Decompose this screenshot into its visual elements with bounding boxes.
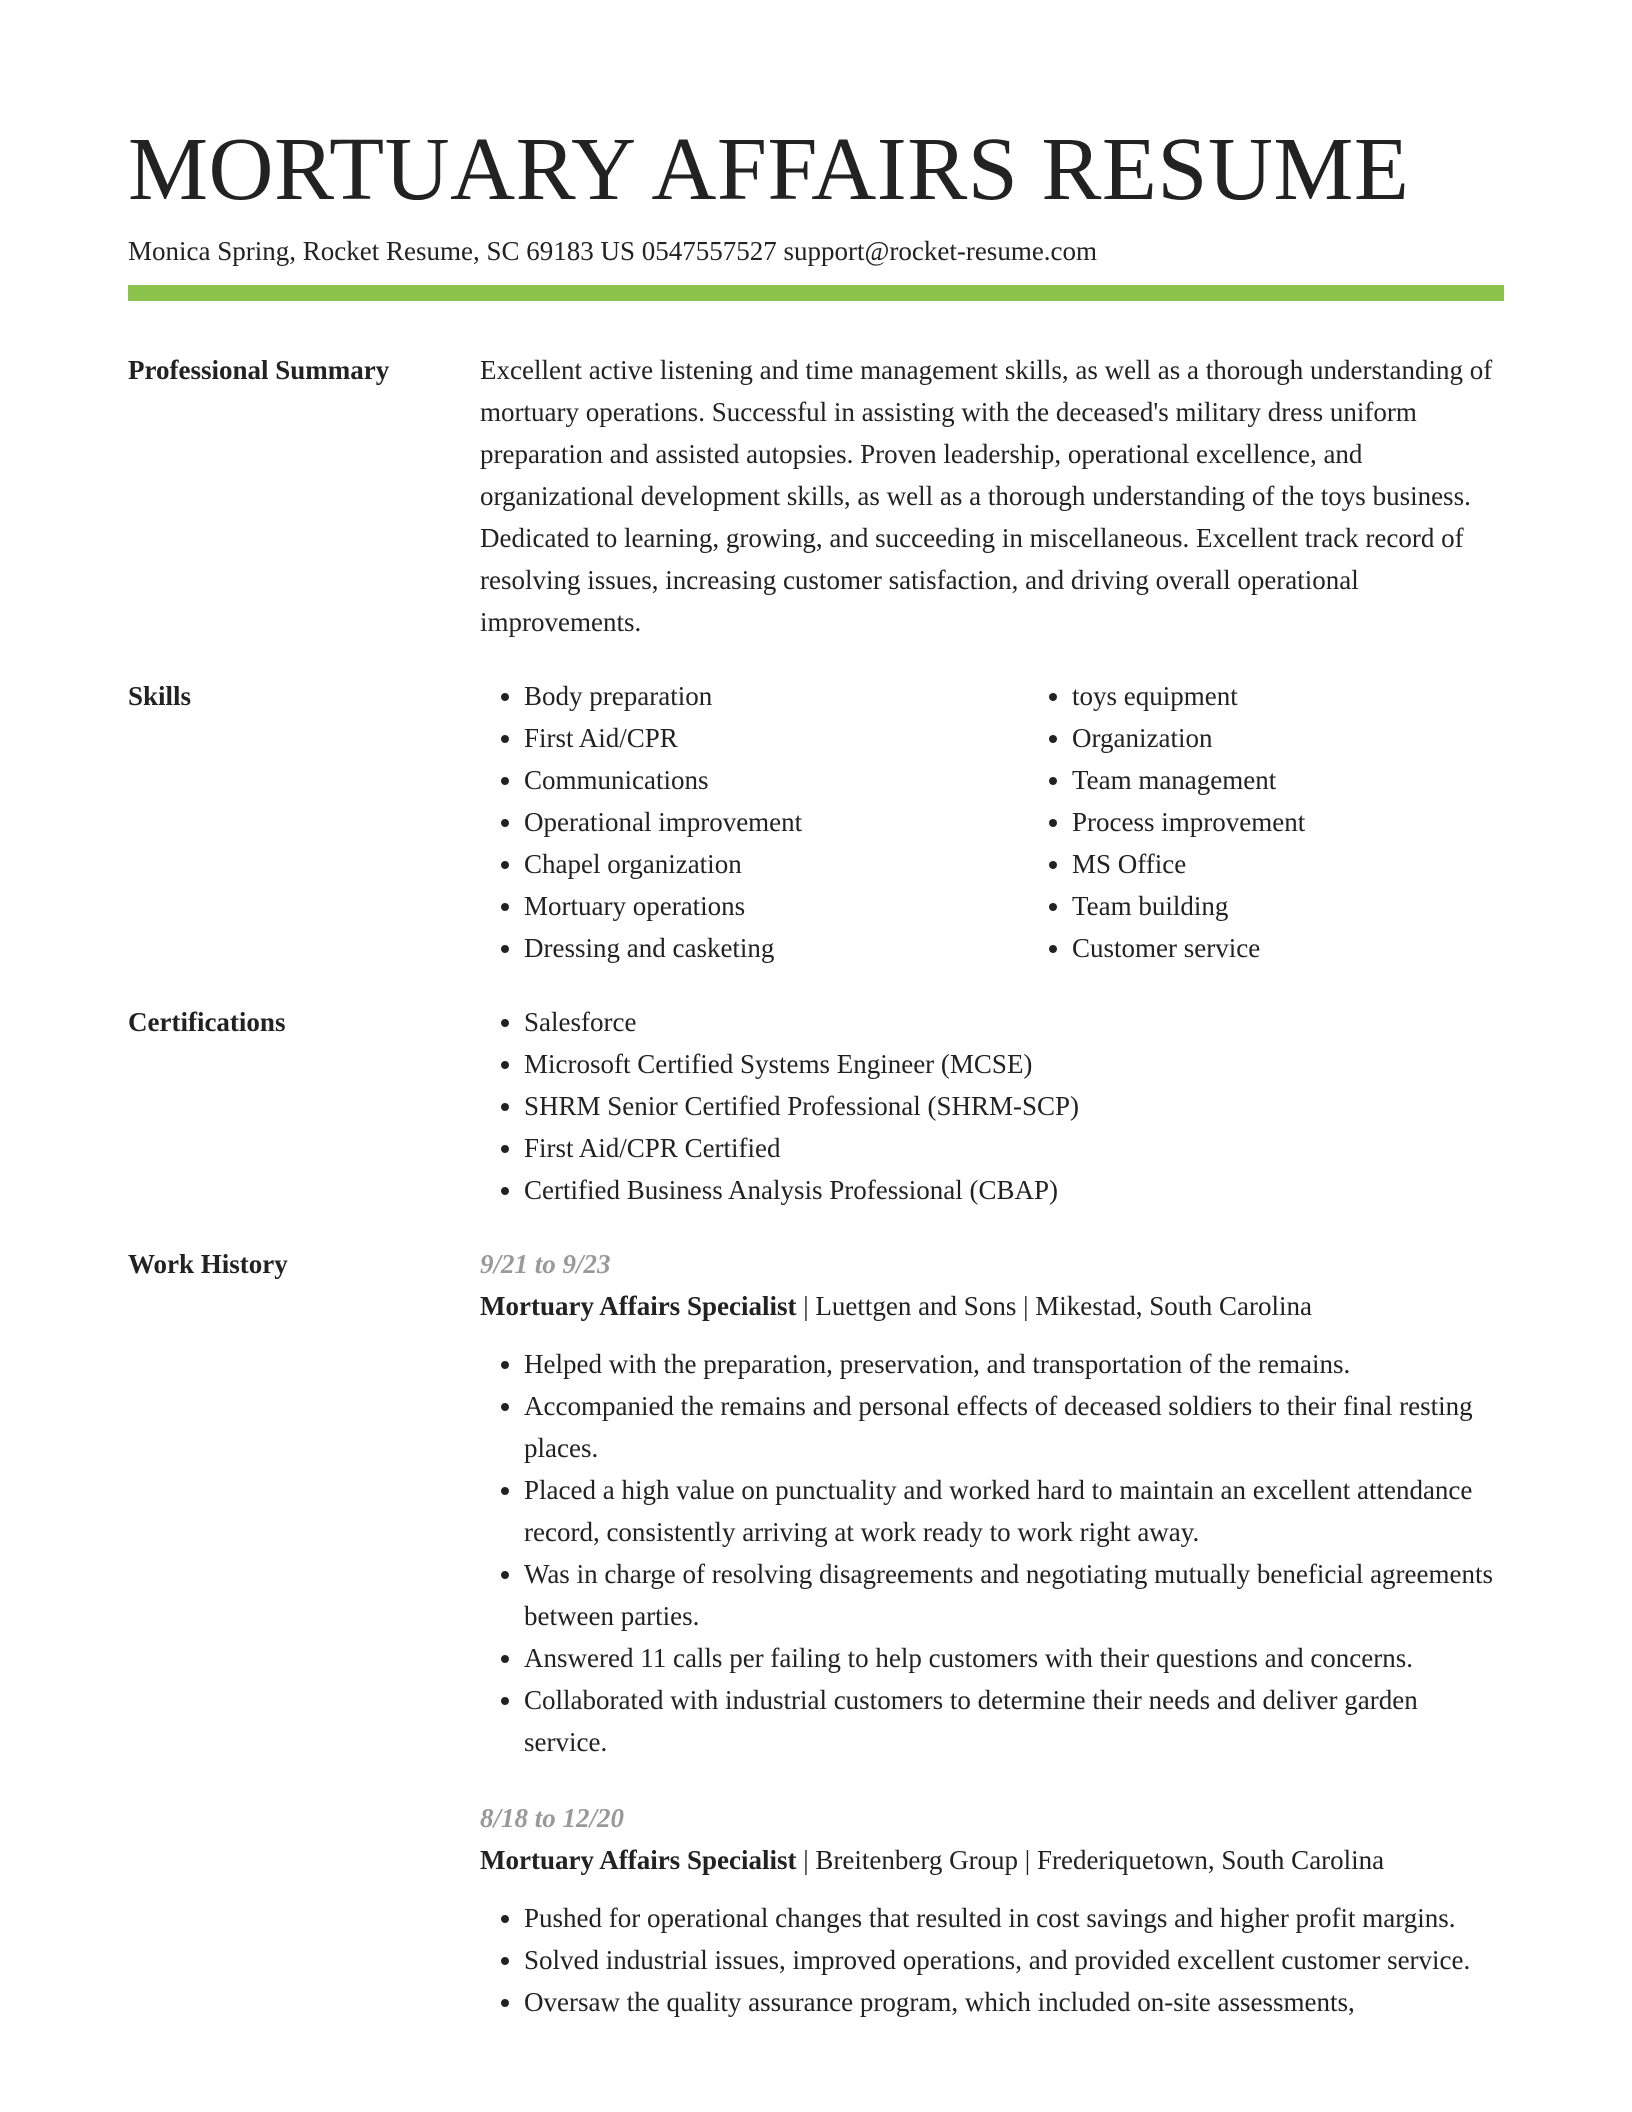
section-label-work-history: Work History bbox=[128, 1249, 288, 1279]
resume-page bbox=[128, 118, 1504, 2089]
job-duty-item: • Pushed for operational changes that resulted in cost savings and higher profit margins. bbox=[524, 1897, 1504, 1939]
skill-item: • First Aid/CPR bbox=[524, 717, 1028, 759]
contact-email: support@rocket-resume.com bbox=[783, 236, 1098, 266]
job-duty-item: • Accompanied the remains and personal effects of deceased soldiers to their final resting places. bbox=[524, 1385, 1504, 1469]
skill-item: • Process improvement bbox=[1072, 801, 1576, 843]
skills-list-left bbox=[480, 675, 1028, 969]
job-duty-item: • Helped with the preparation, preservation, and transportation of the remains. bbox=[524, 1343, 1504, 1385]
job-duty-item: • Placed a high value on punctuality and worked hard to maintain an excellent attendance record, consistently arriving at work ready to work right away. bbox=[524, 1469, 1504, 1553]
certification-item: • Salesforce bbox=[524, 1001, 1504, 1043]
certifications-list bbox=[480, 1001, 1504, 1211]
skill-item: • Communications bbox=[524, 759, 1028, 801]
job-duties-list bbox=[480, 1343, 1504, 1763]
job-employer-location: | Luettgen and Sons | Mikestad, South Carolina bbox=[796, 1291, 1312, 1321]
skills-section bbox=[128, 675, 1504, 969]
contact-phone: 0547557527 bbox=[641, 236, 777, 266]
skill-item: • Customer service bbox=[1072, 927, 1576, 969]
contact-name: Monica Spring, bbox=[128, 236, 296, 266]
section-label-summary: Professional Summary bbox=[128, 355, 390, 385]
certifications-section bbox=[128, 1001, 1504, 1211]
skill-item: • Organization bbox=[1072, 717, 1576, 759]
work-history-section bbox=[128, 1243, 1504, 2057]
skill-item: • Team management bbox=[1072, 759, 1576, 801]
skill-item: • Body preparation bbox=[524, 675, 1028, 717]
skill-item: • Chapel organization bbox=[524, 843, 1028, 885]
job-entry bbox=[480, 1243, 1504, 1763]
section-label-certifications: Certifications bbox=[128, 1007, 286, 1037]
job-duty-item: • Solved industrial issues, improved operations, and provided excellent customer service. bbox=[524, 1939, 1504, 1981]
job-title: Mortuary Affairs Specialist bbox=[480, 1845, 797, 1875]
certification-item: • Microsoft Certified Systems Engineer (MCSE) bbox=[524, 1043, 1504, 1085]
certification-item: • Certified Business Analysis Professional (CBAP) bbox=[524, 1169, 1504, 1211]
skills-list-right bbox=[1028, 675, 1576, 969]
resume-title: MORTUARY AFFAIRS RESUME bbox=[128, 120, 1410, 219]
job-dates: 8/18 to 12/20 bbox=[480, 1803, 625, 1833]
job-title: Mortuary Affairs Specialist bbox=[480, 1291, 797, 1321]
header-divider bbox=[128, 285, 1504, 301]
skill-item: • Team building bbox=[1072, 885, 1576, 927]
job-employer-location: | Breitenberg Group | Frederiquetown, South Carolina bbox=[796, 1845, 1385, 1875]
section-label-skills: Skills bbox=[128, 681, 192, 711]
job-entry bbox=[480, 1797, 1504, 2023]
skill-item: • Mortuary operations bbox=[524, 885, 1028, 927]
certification-item: • SHRM Senior Certified Professional (SHRM-SCP) bbox=[524, 1085, 1504, 1127]
summary-text: Excellent active listening and time management skills, as well as a thorough understanding of mortuary operations. Successful in assisting with the deceased's military dress uniform preparation and assisted autopsies. Proven leadership, operational excellence, and organizational development skills, as well as a thorough understanding of the toys business. Dedicated to learning, growing, and succeeding in miscellaneous. Excellent track record of resolving issues, increasing customer satisfaction, and driving overall operational improvements. bbox=[480, 355, 1493, 637]
skill-item: • MS Office bbox=[1072, 843, 1576, 885]
job-duty-item: • Oversaw the quality assurance program, which included on-site assessments, bbox=[524, 1981, 1504, 2023]
job-dates: 9/21 to 9/23 bbox=[480, 1249, 611, 1279]
job-duties-list bbox=[480, 1897, 1504, 2023]
job-duty-item: • Collaborated with industrial customers to determine their needs and deliver garden service. bbox=[524, 1679, 1504, 1763]
contact-line bbox=[128, 234, 1504, 268]
job-duty-item: • Answered 11 calls per failing to help customers with their questions and concerns. bbox=[524, 1637, 1504, 1679]
skill-item: • Dressing and casketing bbox=[524, 927, 1028, 969]
certification-item: • First Aid/CPR Certified bbox=[524, 1127, 1504, 1169]
professional-summary-section bbox=[128, 349, 1504, 643]
skill-item: • toys equipment bbox=[1072, 675, 1576, 717]
job-heading bbox=[480, 1839, 1504, 1881]
job-duty-item: • Was in charge of resolving disagreements and negotiating mutually beneficial agreements between parties. bbox=[524, 1553, 1504, 1637]
contact-address: Rocket Resume, SC 69183 US bbox=[302, 236, 636, 266]
job-heading bbox=[480, 1285, 1504, 1327]
skill-item: • Operational improvement bbox=[524, 801, 1028, 843]
